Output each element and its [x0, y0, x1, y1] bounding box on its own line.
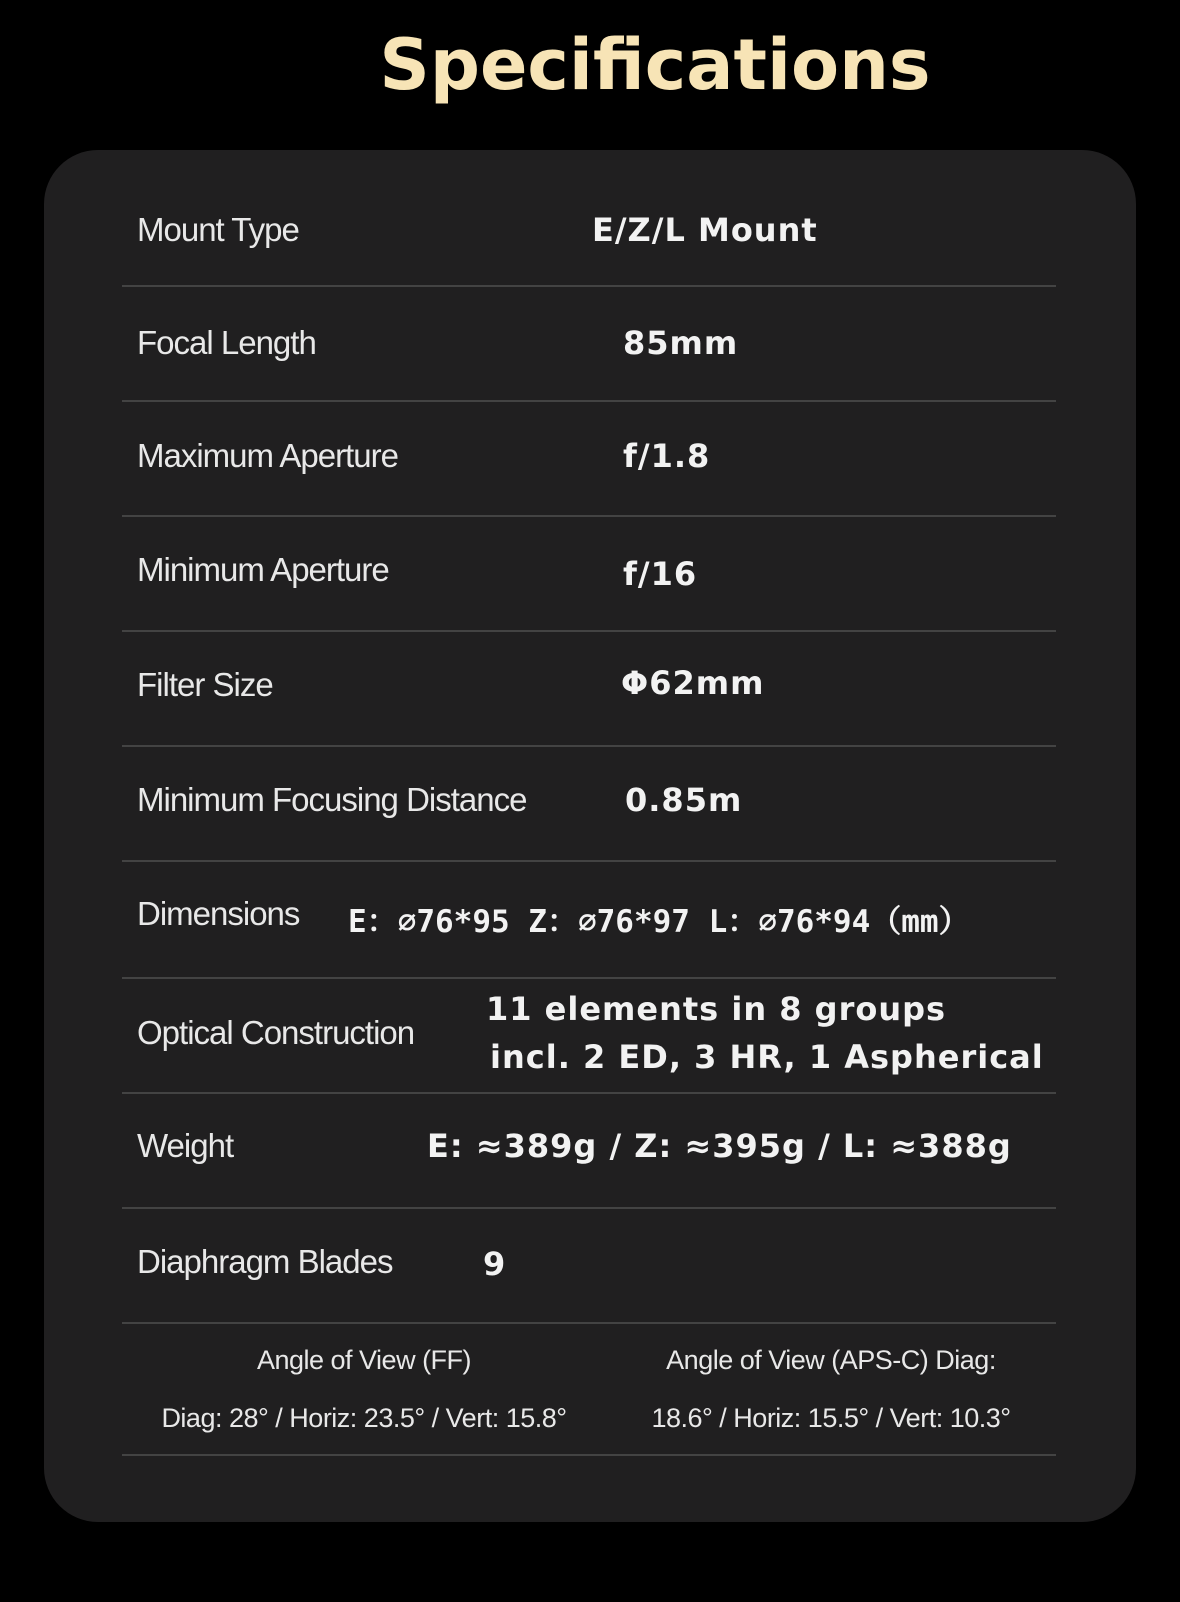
spec-row-minimum-aperture [122, 515, 1056, 629]
spec-label: Maximum Aperture [137, 437, 398, 474]
spec-label: Filter Size [137, 666, 273, 703]
spec-row-diaphragm-blades [122, 1207, 1056, 1321]
spec-value: E：∅76*95 Z：∅76*97 L：∅76*94（mm） [348, 904, 970, 940]
spec-value: 9 [483, 1245, 507, 1283]
spec-value: 0.85m [625, 781, 743, 819]
divider [122, 1454, 1056, 1456]
spec-label: Dimensions [137, 895, 300, 932]
page-title: Specifications [379, 24, 931, 106]
spec-label: Focal Length [137, 324, 316, 361]
spec-value: E/Z/L Mount [592, 211, 818, 249]
angle-of-view-ff [122, 1331, 606, 1447]
spec-row-filter-size [122, 630, 1056, 744]
spec-value: Φ62mm [621, 664, 765, 702]
spec-row-focal-length [122, 289, 1056, 403]
spec-row-mount-type [122, 176, 1056, 290]
spec-row-minimum-focusing-distance [122, 745, 1056, 859]
spec-label: Minimum Focusing Distance [137, 781, 527, 818]
aov-ff-values: Diag: 28° / Horiz: 23.5° / Vert: 15.8° [161, 1403, 567, 1433]
spec-label: Weight [137, 1127, 234, 1164]
spec-value-line: incl. 2 ED, 3 HR, 1 Aspherical [490, 1038, 1044, 1076]
aov-ff-title: Angle of View (FF) [256, 1345, 472, 1375]
spec-row-dimensions [122, 860, 1056, 974]
spec-value: f/16 [623, 555, 698, 593]
spec-value-line: 11 elements in 8 groups [486, 990, 947, 1028]
aov-apsc-title: Angle of View (APS-C) Diag: [666, 1345, 996, 1375]
spec-value: E: ≈389g / Z: ≈395g / L: ≈388g [427, 1127, 1012, 1165]
spec-value: f/1.8 [623, 437, 711, 475]
spec-row-maximum-aperture [122, 402, 1056, 516]
spec-label: Minimum Aperture [137, 551, 389, 588]
spec-label: Diaphragm Blades [137, 1243, 393, 1280]
spec-value: 85mm [623, 324, 739, 362]
spec-row-weight [122, 1092, 1056, 1206]
spec-label: Optical Construction [137, 1014, 415, 1051]
divider [122, 285, 1056, 287]
angle-of-view-apsc [606, 1331, 1056, 1447]
spec-label: Mount Type [137, 211, 299, 248]
spec-row-optical-construction [122, 978, 1056, 1092]
aov-apsc-values: 18.6° / Horiz: 15.5° / Vert: 10.3° [651, 1403, 1011, 1433]
spec-value [486, 985, 1044, 1081]
divider [122, 1322, 1056, 1324]
